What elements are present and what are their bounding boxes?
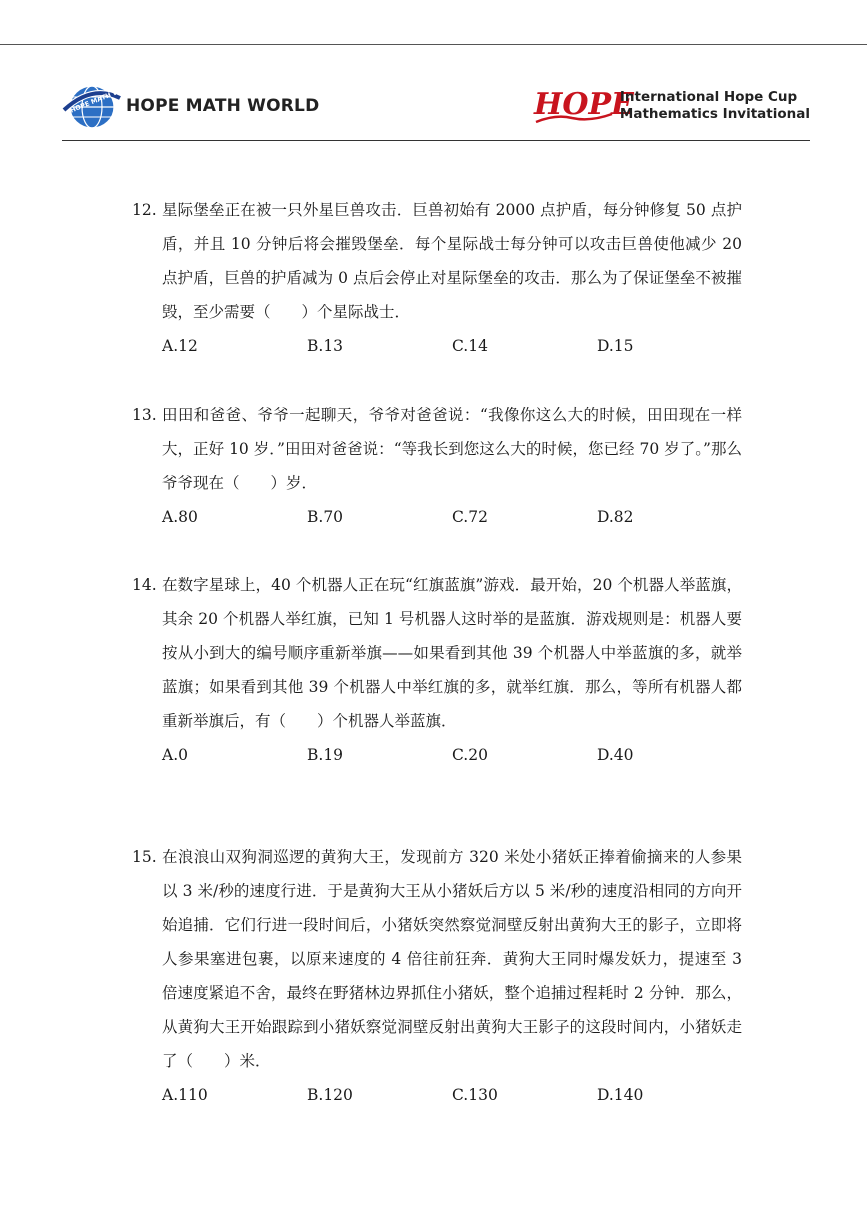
right-brand-name [620, 89, 810, 123]
page-header [62, 78, 810, 140]
option-d: D.40 [597, 746, 634, 764]
answer-options [162, 738, 742, 772]
brand-line-2: Mathematics Invitational [619, 106, 810, 122]
answer-options [162, 1078, 742, 1112]
top-border-line [0, 44, 867, 45]
question-number: 14. [132, 576, 157, 594]
left-brand-name: HOPE MATH WORLD [126, 96, 320, 116]
question-12 [132, 193, 742, 363]
option-b: B.120 [307, 1086, 353, 1104]
option-a: A.110 [162, 1086, 208, 1104]
question-15 [132, 840, 742, 1112]
option-c: C.20 [452, 746, 488, 764]
header-divider [62, 140, 810, 141]
option-d: D.15 [597, 337, 634, 355]
option-b: B.13 [307, 337, 344, 355]
option-d: D.82 [597, 508, 634, 526]
globe-icon [62, 79, 140, 132]
question-text: 星际堡垒正在被一只外星巨兽攻击．巨兽初始有 2000 点护盾，每分钟修复 50 点护盾，并且 10 分钟后将会摧毁堡垒．每个星际战士每分钟可以攻击巨兽使他减少 20 点护盾，巨兽的护盾减为 0 点后会停止对星际堡垒的攻击．那么为了保证堡垒不被摧毁，至少需要（ ）个星际战士． [162, 201, 742, 321]
question-text: 田田和爸爸、爷爷一起聊天，爷爷对爸爸说：“我像你这么大的时候，田田现在一样大，正好 10 岁．”田田对爸爸说：“等我长到您这么大的时候，您已经 70 岁了。”那么爷爷现在（ ）岁． [162, 406, 742, 492]
option-d: D.140 [597, 1086, 644, 1104]
option-c: C.130 [452, 1086, 498, 1104]
question-number: 13. [132, 406, 157, 424]
option-a: A.80 [162, 508, 198, 526]
answer-options [162, 500, 742, 534]
question-14 [132, 568, 742, 772]
option-a: A.12 [162, 337, 198, 355]
option-a: A.0 [162, 746, 188, 764]
hope-logo-letters: HOPE [533, 87, 634, 122]
question-number: 15. [132, 848, 157, 866]
globe-logo-text: HOPE MATH WORLD [68, 79, 140, 115]
question-13 [132, 398, 742, 534]
option-c: C.14 [452, 337, 488, 355]
hope-math-world-logo [62, 80, 319, 132]
option-b: B.70 [307, 508, 344, 526]
hope-cup-logo [532, 84, 810, 128]
question-text: 在浪浪山双狗洞巡逻的黄狗大王，发现前方 320 米处小猪妖正捧着偷摘来的人参果以 3 米/秒的速度行进．于是黄狗大王从小猪妖后方以 5 米/秒的速度沿相同的方向开始追捕．它们行进一段时间后，小猪妖突然察觉洞壁反射出黄狗大王的影子，立即将人参果塞进包裹，以原来速度的 4 倍往前狂奔．黄狗大王同时爆发妖力，提速至 3 倍速度紧追不舍，最终在野猪林边界抓住小猪妖，整个追捕过程耗时 2 分钟．那么，从黄狗大王开始跟踪到小猪妖察觉洞壁反射出黄狗大王影子的这段时间内，小猪妖走了（ ）米． [162, 848, 742, 1070]
option-c: C.72 [452, 508, 488, 526]
brand-line-1: International Hope Cup [619, 89, 798, 105]
option-b: B.19 [307, 746, 344, 764]
hope-logo-icon [532, 84, 634, 128]
question-text: 在数字星球上，40 个机器人正在玩“红旗蓝旗”游戏．最开始，20 个机器人举蓝旗，其余 20 个机器人举红旗，已知 1 号机器人这时举的是蓝旗．游戏规则是：机器人要按从小到大的编号顺序重新举旗——如果看到其他 39 个机器人中举蓝旗的多，就举蓝旗；如果看到其他 39 个机器人中举红旗的多，就举红旗．那么，等所有机器人都重新举旗后，有（ ）个机器人举蓝旗． [162, 576, 742, 730]
answer-options [162, 329, 742, 363]
question-number: 12. [132, 201, 157, 219]
